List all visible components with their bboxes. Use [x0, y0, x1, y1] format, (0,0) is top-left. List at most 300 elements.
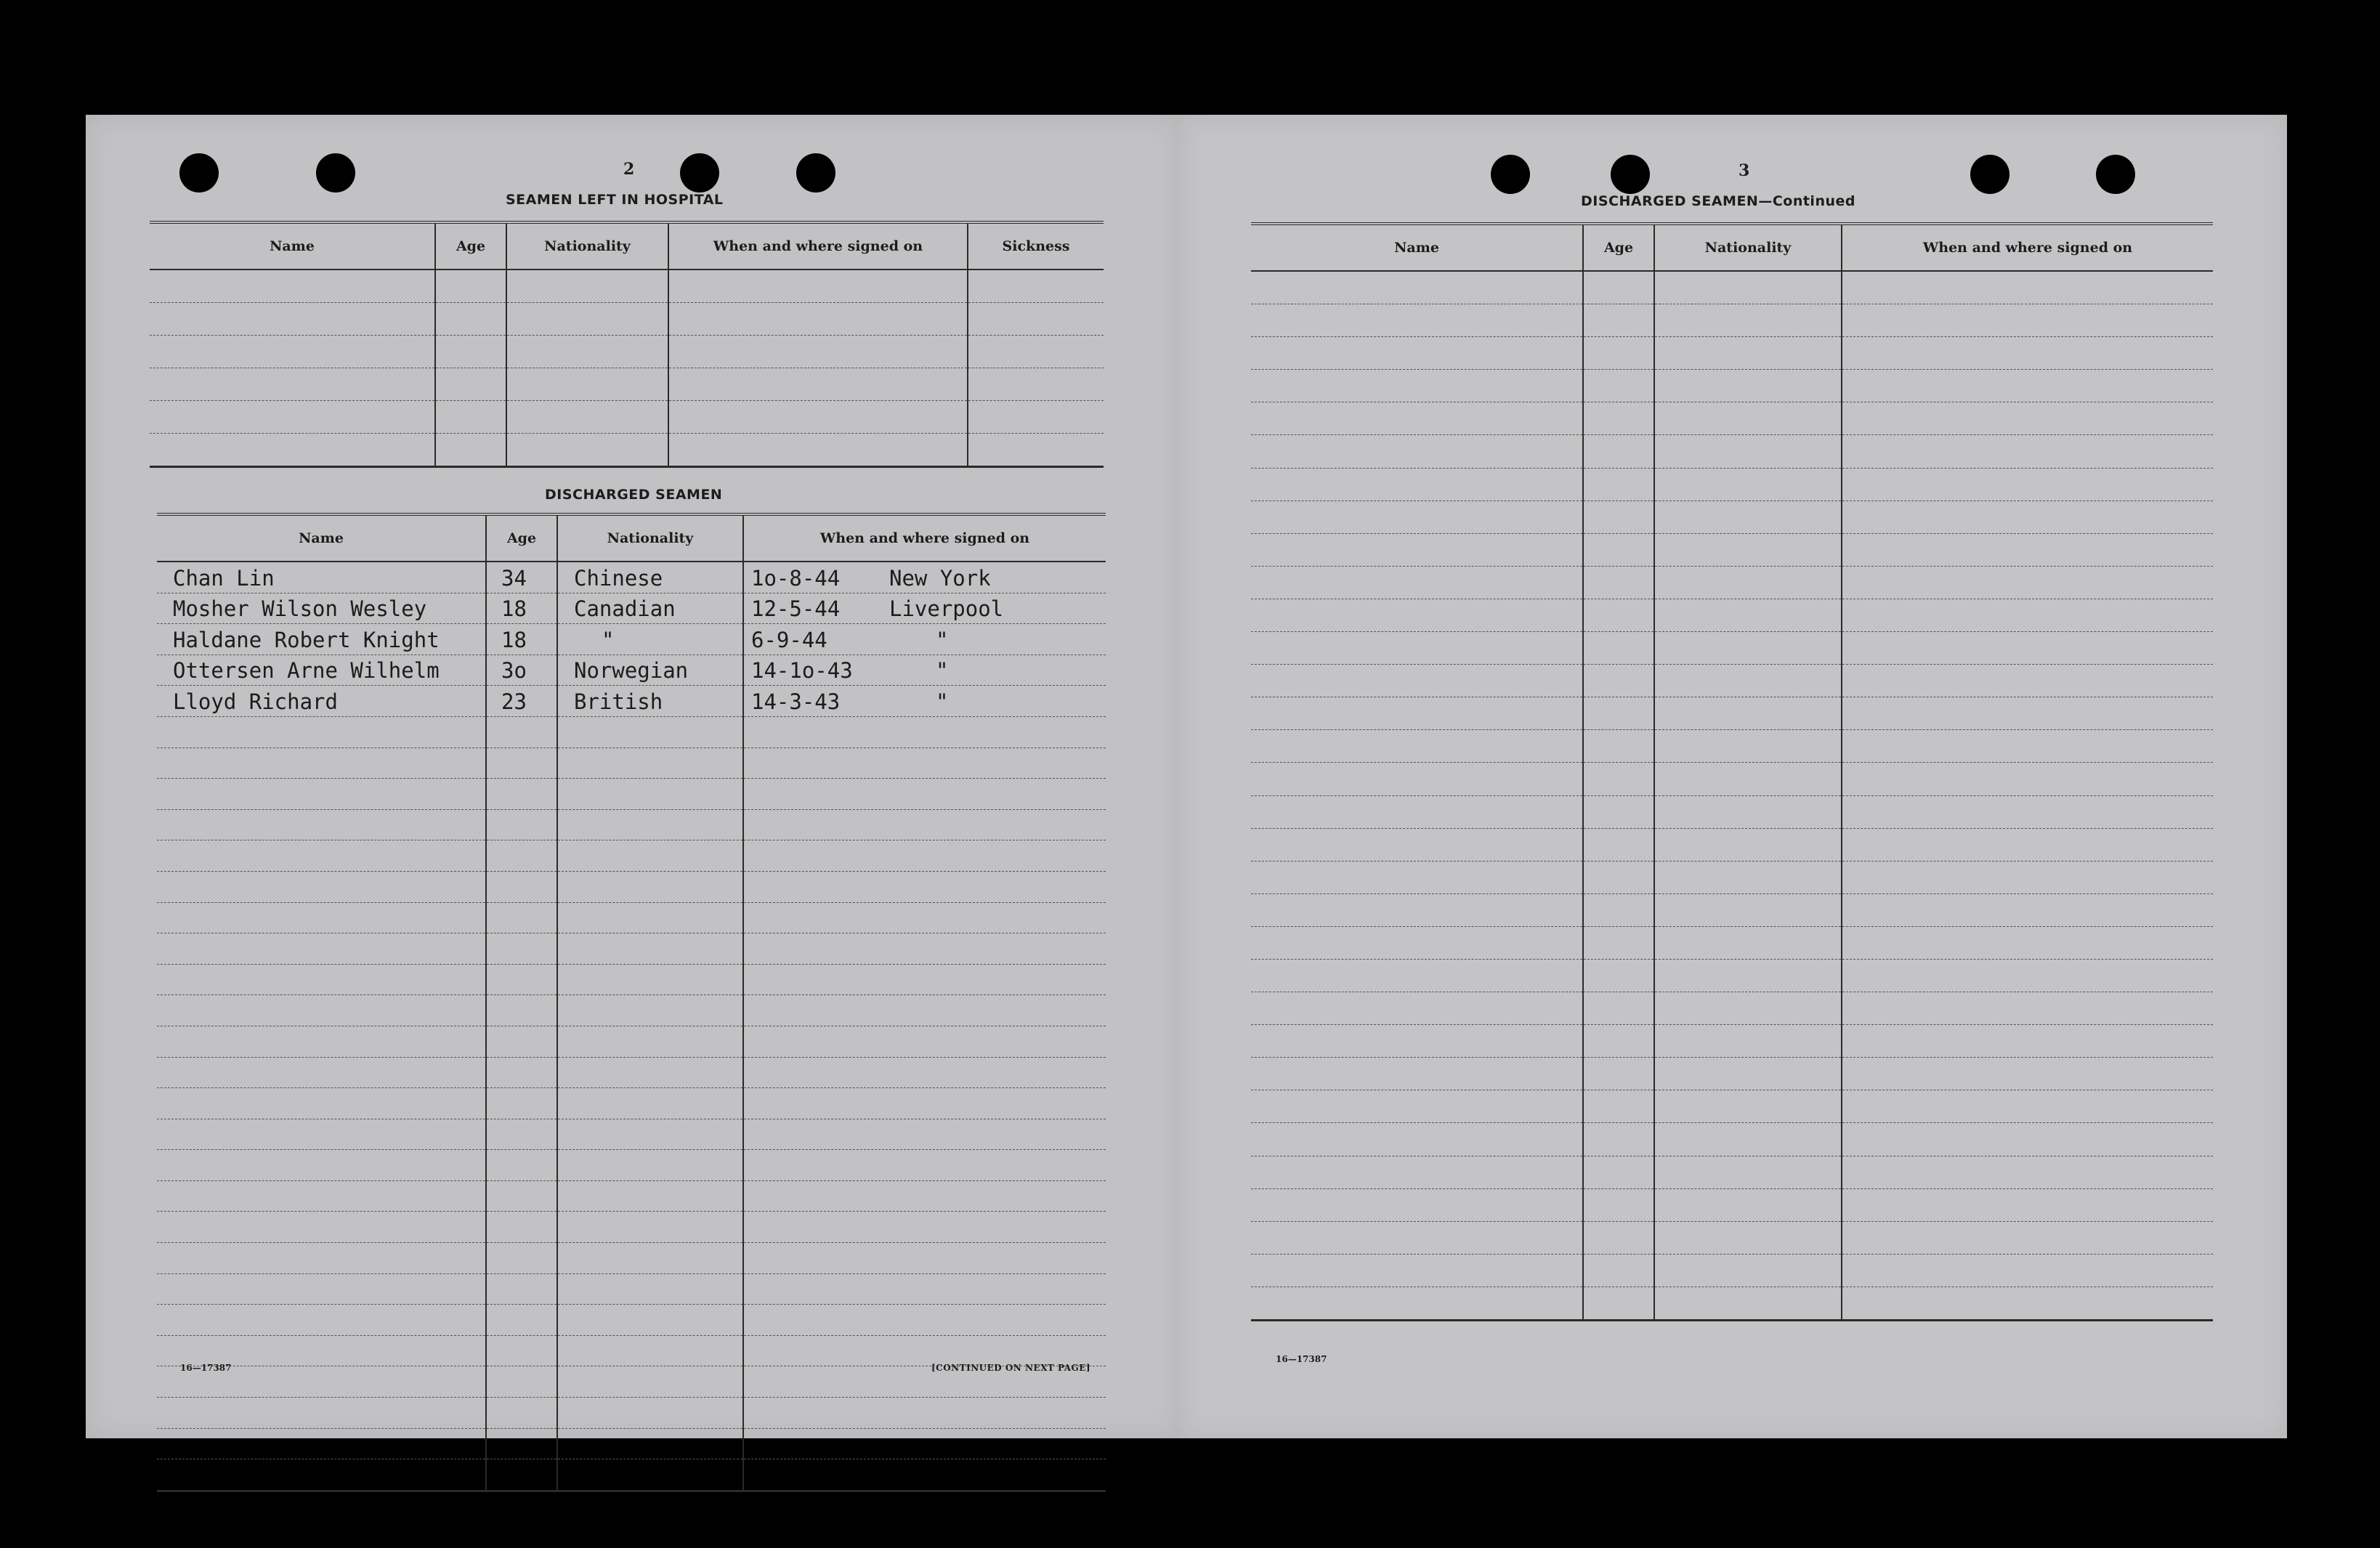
- punch-hole: [179, 153, 219, 193]
- empty-cell: [1251, 1254, 1583, 1286]
- empty-cell: [1654, 599, 1842, 631]
- empty-cell: [1654, 992, 1842, 1025]
- left-page: [86, 115, 1181, 1438]
- empty-cell: [157, 747, 486, 779]
- table-row: [157, 840, 1106, 872]
- table-row: [157, 809, 1106, 840]
- empty-cell: [1654, 893, 1842, 926]
- empty-cell: [1654, 533, 1842, 566]
- empty-cell: [1654, 402, 1842, 435]
- table-row: [1251, 1156, 2213, 1188]
- empty-cell: [1654, 337, 1842, 370]
- column-header-nationality: Nationality: [1654, 224, 1842, 271]
- empty-cell: [157, 902, 486, 933]
- empty-cell: [1654, 1156, 1842, 1188]
- table-row: [1251, 1286, 2213, 1320]
- cell-age: 23: [486, 686, 557, 717]
- column-header-age: Age: [435, 222, 506, 270]
- empty-cell: [1583, 435, 1654, 468]
- empty-cell: [1842, 959, 2213, 992]
- empty-cell: [157, 964, 486, 995]
- empty-cell: [157, 1243, 486, 1274]
- table-row: [157, 1212, 1106, 1243]
- column-header-nationality: Nationality: [557, 514, 743, 562]
- table-row: [1251, 1254, 2213, 1286]
- empty-cell: [1251, 370, 1583, 402]
- table-row: [150, 401, 1104, 434]
- empty-cell: [1842, 697, 2213, 730]
- empty-cell: [1654, 1286, 1842, 1320]
- table-row: [1251, 861, 2213, 893]
- table-row: [157, 624, 1106, 655]
- empty-cell: [743, 1273, 1106, 1305]
- cell-age: 34: [486, 562, 557, 593]
- empty-cell: [1251, 566, 1583, 599]
- empty-cell: [1842, 435, 2213, 468]
- empty-cell: [486, 871, 557, 902]
- empty-cell: [557, 933, 743, 965]
- empty-cell: [1251, 697, 1583, 730]
- empty-cell: [1583, 370, 1654, 402]
- empty-cell: [1251, 632, 1583, 665]
- cell-age: 18: [486, 593, 557, 624]
- empty-cell: [157, 1180, 486, 1212]
- continued-table: [1251, 222, 2213, 1321]
- continued-note: [CONTINUED ON NEXT PAGE]: [931, 1363, 1091, 1373]
- empty-cell: [743, 1150, 1106, 1181]
- table-row: [157, 1026, 1106, 1057]
- table-row: [157, 655, 1106, 686]
- hospital-table: [150, 221, 1104, 468]
- empty-cell: [1583, 1025, 1654, 1058]
- empty-cell: [1583, 402, 1654, 435]
- empty-cell: [1654, 1188, 1842, 1221]
- empty-cell: [157, 1335, 486, 1366]
- punch-hole: [1491, 155, 1530, 194]
- table-row: [157, 1180, 1106, 1212]
- empty-cell: [1654, 1058, 1842, 1090]
- empty-cell: [1654, 1025, 1842, 1058]
- table-row: [1251, 763, 2213, 795]
- right-page: [1178, 115, 2287, 1438]
- empty-cell: [743, 964, 1106, 995]
- punch-hole: [796, 153, 835, 193]
- empty-cell: [1583, 665, 1654, 697]
- empty-cell: [1842, 1221, 2213, 1254]
- column-header-name: Name: [157, 514, 486, 562]
- empty-cell: [1251, 599, 1583, 631]
- empty-cell: [743, 809, 1106, 840]
- cell-name: Mosher Wilson Wesley: [157, 593, 486, 624]
- table-row: [1251, 271, 2213, 304]
- empty-cell: [486, 964, 557, 995]
- empty-cell: [1583, 828, 1654, 861]
- table-row: [1251, 632, 2213, 665]
- empty-cell: [1583, 1156, 1654, 1188]
- empty-cell: [1583, 566, 1654, 599]
- empty-cell: [157, 1026, 486, 1057]
- empty-cell: [1654, 926, 1842, 959]
- empty-cell: [743, 1335, 1106, 1366]
- empty-cell: [1251, 1188, 1583, 1221]
- empty-cell: [486, 747, 557, 779]
- empty-cell: [1842, 763, 2213, 795]
- empty-cell: [1251, 402, 1583, 435]
- empty-cell: [1654, 763, 1842, 795]
- empty-cell: [157, 1119, 486, 1150]
- table-row: [157, 1335, 1106, 1366]
- punch-hole: [2096, 155, 2135, 194]
- cell-name: Haldane Robert Knight: [157, 624, 486, 655]
- table-row: [1251, 304, 2213, 337]
- empty-cell: [1842, 795, 2213, 828]
- signed-date: 14-3-43: [751, 689, 841, 714]
- empty-cell: [1842, 304, 2213, 337]
- empty-cell: [1251, 861, 1583, 893]
- empty-cell: [1842, 1058, 2213, 1090]
- empty-cell: [1251, 1025, 1583, 1058]
- empty-cell: [1842, 730, 2213, 763]
- table-row: [150, 336, 1104, 368]
- empty-cell: [743, 871, 1106, 902]
- empty-cell: [1842, 370, 2213, 402]
- empty-cell: [486, 840, 557, 872]
- empty-cell: [1654, 795, 1842, 828]
- empty-cell: [557, 1428, 743, 1459]
- empty-cell: [557, 779, 743, 810]
- empty-cell: [486, 779, 557, 810]
- empty-cell: [1251, 665, 1583, 697]
- empty-cell: [1251, 992, 1583, 1025]
- empty-cell: [1583, 304, 1654, 337]
- empty-cell: [1251, 1090, 1583, 1123]
- empty-cell: [1842, 271, 2213, 304]
- empty-cell: [157, 840, 486, 872]
- empty-cell: [1842, 992, 2213, 1025]
- column-header-signed-on: When and where signed on: [668, 222, 968, 270]
- empty-cell: [743, 1057, 1106, 1088]
- table-row: [150, 270, 1104, 303]
- signed-date: 12-5-44: [751, 596, 841, 622]
- discharged-section-title: DISCHARGED SEAMEN: [545, 487, 723, 503]
- empty-cell: [1251, 1286, 1583, 1320]
- empty-cell: [1583, 1090, 1654, 1123]
- signed-place: New York: [889, 565, 991, 591]
- column-header-age: Age: [486, 514, 557, 562]
- empty-cell: [1251, 763, 1583, 795]
- empty-cell: [557, 1273, 743, 1305]
- table-row: [1251, 697, 2213, 730]
- empty-cell: [486, 1428, 557, 1459]
- empty-cell: [486, 1366, 557, 1398]
- empty-cell: [1583, 337, 1654, 370]
- empty-cell: [1583, 763, 1654, 795]
- empty-cell: [1654, 501, 1842, 533]
- empty-cell: [486, 995, 557, 1026]
- empty-cell: [1654, 861, 1842, 893]
- table-row: [1251, 1123, 2213, 1156]
- table-row: [1251, 501, 2213, 533]
- table-row: [1251, 665, 2213, 697]
- empty-cell: [1842, 632, 2213, 665]
- empty-cell: [1842, 501, 2213, 533]
- empty-cell: [1654, 632, 1842, 665]
- empty-cell: [1583, 959, 1654, 992]
- table-row: [1251, 337, 2213, 370]
- empty-cell: [743, 1459, 1106, 1491]
- empty-cell: [1654, 1221, 1842, 1254]
- empty-cell: [157, 1273, 486, 1305]
- empty-cell: [1583, 795, 1654, 828]
- empty-cell: [1251, 304, 1583, 337]
- empty-cell: [1251, 1156, 1583, 1188]
- column-header-nationality: Nationality: [506, 222, 668, 270]
- empty-cell: [557, 1150, 743, 1181]
- empty-cell: [557, 1180, 743, 1212]
- empty-cell: [1583, 730, 1654, 763]
- empty-cell: [1251, 1221, 1583, 1254]
- table-row: [157, 964, 1106, 995]
- table-row: [157, 933, 1106, 965]
- empty-cell: [1654, 697, 1842, 730]
- empty-cell: [1583, 599, 1654, 631]
- empty-cell: [486, 1212, 557, 1243]
- table-row: [150, 368, 1104, 401]
- empty-cell: [743, 933, 1106, 965]
- empty-cell: [1842, 861, 2213, 893]
- table-row: [1251, 1058, 2213, 1090]
- punch-hole: [316, 153, 355, 193]
- signed-date: 1o-8-44: [751, 565, 841, 591]
- empty-cell: [486, 809, 557, 840]
- page-number: 3: [1739, 161, 1750, 180]
- empty-cell: [1251, 959, 1583, 992]
- empty-cell: [1842, 1254, 2213, 1286]
- signed-place: ": [936, 627, 949, 652]
- cell-signed-on: [743, 593, 1106, 624]
- empty-cell: [157, 809, 486, 840]
- empty-cell: [1654, 959, 1842, 992]
- empty-cell: [1842, 665, 2213, 697]
- empty-cell: [1842, 1286, 2213, 1320]
- empty-cell: [486, 933, 557, 965]
- table-row: [157, 1398, 1106, 1429]
- empty-cell: [557, 716, 743, 747]
- empty-cell: [557, 809, 743, 840]
- empty-cell: [1654, 271, 1842, 304]
- table-row: [157, 902, 1106, 933]
- cell-age: 3o: [486, 655, 557, 686]
- table-row: [1251, 370, 2213, 402]
- empty-cell: [557, 1088, 743, 1119]
- cell-signed-on: [743, 655, 1106, 686]
- empty-cell: [1842, 533, 2213, 566]
- empty-cell: [486, 1150, 557, 1181]
- table-row: [157, 1273, 1106, 1305]
- table-row: [157, 779, 1106, 810]
- table-row: [1251, 599, 2213, 631]
- cell-nationality: Chinese: [557, 562, 743, 593]
- empty-cell: [743, 1180, 1106, 1212]
- cell-nationality: Norwegian: [557, 655, 743, 686]
- empty-cell: [1842, 1156, 2213, 1188]
- empty-cell: [557, 1026, 743, 1057]
- empty-cell: [743, 902, 1106, 933]
- table-row: [1251, 893, 2213, 926]
- cell-nationality: ": [557, 624, 743, 655]
- empty-cell: [157, 1305, 486, 1336]
- empty-cell: [157, 933, 486, 965]
- empty-cell: [1842, 566, 2213, 599]
- table-row: [1251, 566, 2213, 599]
- empty-cell: [1251, 893, 1583, 926]
- punch-hole: [680, 153, 719, 193]
- cell-name: Ottersen Arne Wilhelm: [157, 655, 486, 686]
- table-row: [1251, 435, 2213, 468]
- empty-cell: [1251, 337, 1583, 370]
- table-row: [157, 995, 1106, 1026]
- table-row: [1251, 730, 2213, 763]
- empty-cell: [557, 1212, 743, 1243]
- empty-cell: [1654, 1090, 1842, 1123]
- empty-cell: [1654, 730, 1842, 763]
- empty-cell: [743, 1088, 1106, 1119]
- table-row: [1251, 1188, 2213, 1221]
- empty-cell: [1842, 337, 2213, 370]
- cell-nationality: Canadian: [557, 593, 743, 624]
- empty-cell: [1251, 926, 1583, 959]
- table-row: [157, 1150, 1106, 1181]
- empty-cell: [743, 1428, 1106, 1459]
- empty-cell: [557, 1057, 743, 1088]
- empty-cell: [557, 1305, 743, 1336]
- empty-cell: [486, 1119, 557, 1150]
- table-row: [150, 303, 1104, 336]
- empty-cell: [1654, 828, 1842, 861]
- empty-cell: [486, 902, 557, 933]
- empty-cell: [557, 1398, 743, 1429]
- empty-cell: [157, 1212, 486, 1243]
- empty-cell: [743, 779, 1106, 810]
- empty-cell: [557, 902, 743, 933]
- empty-cell: [1583, 1123, 1654, 1156]
- cell-signed-on: [743, 686, 1106, 717]
- table-row: [150, 434, 1104, 467]
- continued-section-title: DISCHARGED SEAMEN—Continued: [1581, 193, 1855, 209]
- empty-cell: [1842, 1188, 2213, 1221]
- cell-name: Lloyd Richard: [157, 686, 486, 717]
- empty-cell: [743, 1119, 1106, 1150]
- empty-cell: [157, 1057, 486, 1088]
- empty-cell: [1654, 665, 1842, 697]
- empty-cell: [1583, 861, 1654, 893]
- form-number: 16—17387: [180, 1363, 232, 1373]
- empty-cell: [1842, 926, 2213, 959]
- empty-cell: [157, 779, 486, 810]
- table-row: [1251, 533, 2213, 566]
- empty-cell: [1654, 304, 1842, 337]
- table-row: [157, 686, 1106, 717]
- empty-cell: [1842, 599, 2213, 631]
- empty-cell: [557, 1335, 743, 1366]
- discharged-table: [157, 513, 1106, 1492]
- empty-cell: [743, 840, 1106, 872]
- empty-cell: [1654, 468, 1842, 501]
- table-row: [157, 1305, 1106, 1336]
- empty-cell: [1583, 926, 1654, 959]
- empty-cell: [157, 1398, 486, 1429]
- signed-place: ": [936, 689, 949, 714]
- empty-cell: [157, 1150, 486, 1181]
- empty-cell: [486, 1026, 557, 1057]
- empty-cell: [157, 716, 486, 747]
- signed-date: 6-9-44: [751, 627, 827, 652]
- signed-place: ": [936, 658, 949, 684]
- empty-cell: [1251, 468, 1583, 501]
- cell-signed-on: [743, 562, 1106, 593]
- empty-cell: [1251, 1058, 1583, 1090]
- table-row: [1251, 468, 2213, 501]
- empty-cell: [486, 1305, 557, 1336]
- column-header-age: Age: [1583, 224, 1654, 271]
- empty-cell: [743, 1398, 1106, 1429]
- empty-cell: [557, 964, 743, 995]
- empty-cell: [486, 1335, 557, 1366]
- empty-cell: [486, 1057, 557, 1088]
- table-row: [1251, 926, 2213, 959]
- cell-name: Chan Lin: [157, 562, 486, 593]
- empty-cell: [1842, 468, 2213, 501]
- empty-cell: [1654, 566, 1842, 599]
- table-row: [157, 562, 1106, 593]
- empty-cell: [1654, 370, 1842, 402]
- page-number: 2: [623, 160, 635, 179]
- empty-cell: [743, 747, 1106, 779]
- hospital-section-title: SEAMEN LEFT IN HOSPITAL: [506, 192, 724, 208]
- empty-cell: [486, 1398, 557, 1429]
- table-row: [1251, 828, 2213, 861]
- empty-cell: [1654, 1254, 1842, 1286]
- table-row: [1251, 959, 2213, 992]
- empty-cell: [1583, 1058, 1654, 1090]
- empty-cell: [743, 716, 1106, 747]
- empty-cell: [486, 1180, 557, 1212]
- table-row: [157, 1243, 1106, 1274]
- column-header-sickness: Sickness: [968, 222, 1104, 270]
- empty-cell: [1842, 893, 2213, 926]
- table-row: [157, 1459, 1106, 1491]
- empty-cell: [1583, 1286, 1654, 1320]
- column-header-signed-on: When and where signed on: [1842, 224, 2213, 271]
- empty-cell: [157, 1428, 486, 1459]
- empty-cell: [1842, 828, 2213, 861]
- empty-cell: [1842, 1025, 2213, 1058]
- table-row: [1251, 402, 2213, 435]
- table-row: [157, 747, 1106, 779]
- empty-cell: [1842, 1123, 2213, 1156]
- empty-cell: [1251, 435, 1583, 468]
- empty-cell: [1251, 533, 1583, 566]
- empty-cell: [1842, 402, 2213, 435]
- empty-cell: [557, 1459, 743, 1491]
- empty-cell: [557, 1243, 743, 1274]
- empty-cell: [1583, 1254, 1654, 1286]
- cell-age: 18: [486, 624, 557, 655]
- table-row: [1251, 1221, 2213, 1254]
- empty-cell: [1583, 1221, 1654, 1254]
- empty-cell: [557, 840, 743, 872]
- punch-hole: [1611, 155, 1650, 194]
